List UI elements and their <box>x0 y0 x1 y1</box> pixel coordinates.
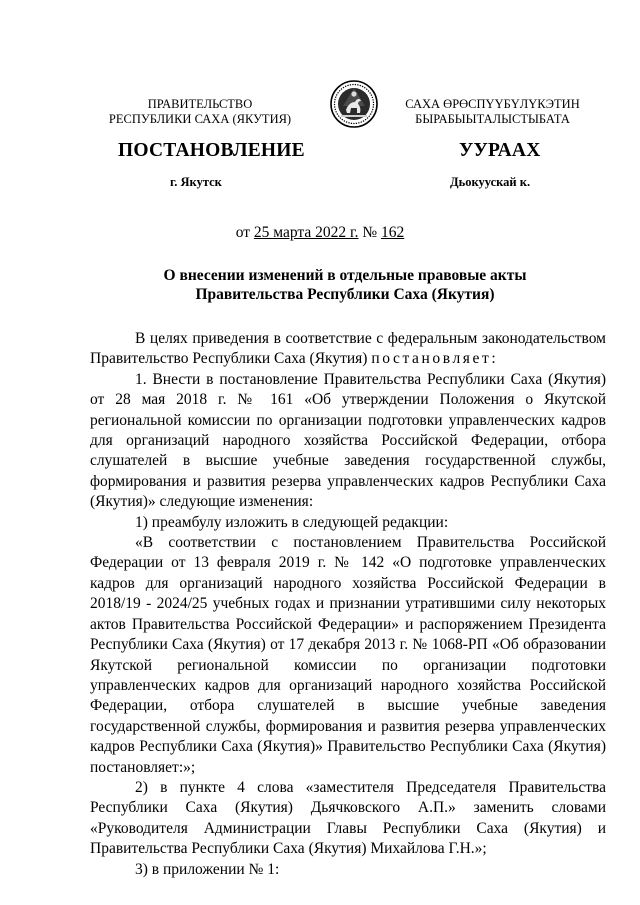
paragraph-text: В целях приведения в соответствие с федеральным законодательством Правительство Республики Саха (Якутия) <box>90 330 606 368</box>
header-left-block <box>90 97 310 127</box>
header-left-line2: РЕСПУБЛИКИ САХА (ЯКУТИЯ) <box>108 112 292 126</box>
subject-line1: О внесении изменений в отдельные правовые акты <box>163 267 527 284</box>
paragraph <box>90 329 606 370</box>
header-right-line1: САХА ӨРӨСПҮҮБҮЛҮКЭТИН <box>405 97 580 111</box>
city-yakut: Дьокуускай к. <box>450 175 531 189</box>
header-right-block <box>380 97 605 127</box>
city-russian: г. Якутск <box>170 175 222 189</box>
date-prefix: от <box>235 224 254 241</box>
doc-subject <box>120 266 570 304</box>
doc-number: 162 <box>381 224 405 241</box>
doc-body <box>90 329 606 880</box>
resolution-verb: постановляет: <box>371 350 499 368</box>
date-value: 25 марта 2022 г. <box>253 224 359 241</box>
date-line <box>0 224 640 242</box>
paragraph: 1. Внести в постановление Правительства Республики Саха (Якутия) от 28 мая 2018 г. № 161 «Об утверждении Положения о Якутской региональной комиссии по организации подготовки управленческих кадров для организаций народного хозяйства Российской Федерации, отбора слушателей в высшие учебные заведения государственной службы, формирования и развития резерва управленческих кадров Республики Саха (Якутия)» следующие изменения: <box>90 370 606 511</box>
number-prefix: № <box>358 224 382 241</box>
header-right-line2: БЫРАБЫЫТАЛЫСТЫБАТА <box>415 112 570 126</box>
coat-of-arms-icon <box>329 79 379 129</box>
paragraph: 2) в пункте 4 слова «заместителя Председателя Правительства Республики Саха (Якутия) Дьячковского А.П.» заменить словами «Руководителя Администрации Главы Республики Саха (Якутия) и Правительства Республики Саха (Якутия) Михайлова Г.Н.»; <box>90 778 606 858</box>
header-left-line1: ПРАВИТЕЛЬСТВО <box>147 97 253 111</box>
subject-line2: Правительства Республики Саха (Якутия) <box>195 286 495 303</box>
doc-title-russian: ПОСТАНОВЛЕНИЕ <box>118 140 305 161</box>
paragraph: «В соответствии с постановлением Правительства Российской Федерации от 13 февраля 2019 г. № 142 «О подготовке управленческих кадров для организаций народного хозяйства Российской Федерации в 2018/19 - 2024/25 учебных годах и признании утратившими силу некоторых актов Правительства Российской Федерации» и распоряжением Президента Республики Саха (Якутия) от 17 декабря 2013 г. № 1068-РП «Об образовании Якутской региональной комиссии по организации подготовки управленческих кадров для организаций народного хозяйства Российской Федерации, отбора слушателей в высшие учебные заведения государственной службы, формирования и развития резерва управленческих кадров Республики Саха (Якутия)» Правительство Республики Саха (Якутия) постановляет:»; <box>90 534 606 776</box>
paragraph: 3) в приложении № 1: <box>135 860 280 878</box>
paragraph: 1) преамбулу изложить в следующей редакции: <box>135 513 449 531</box>
doc-title-yakut: УУРААХ <box>459 140 541 161</box>
